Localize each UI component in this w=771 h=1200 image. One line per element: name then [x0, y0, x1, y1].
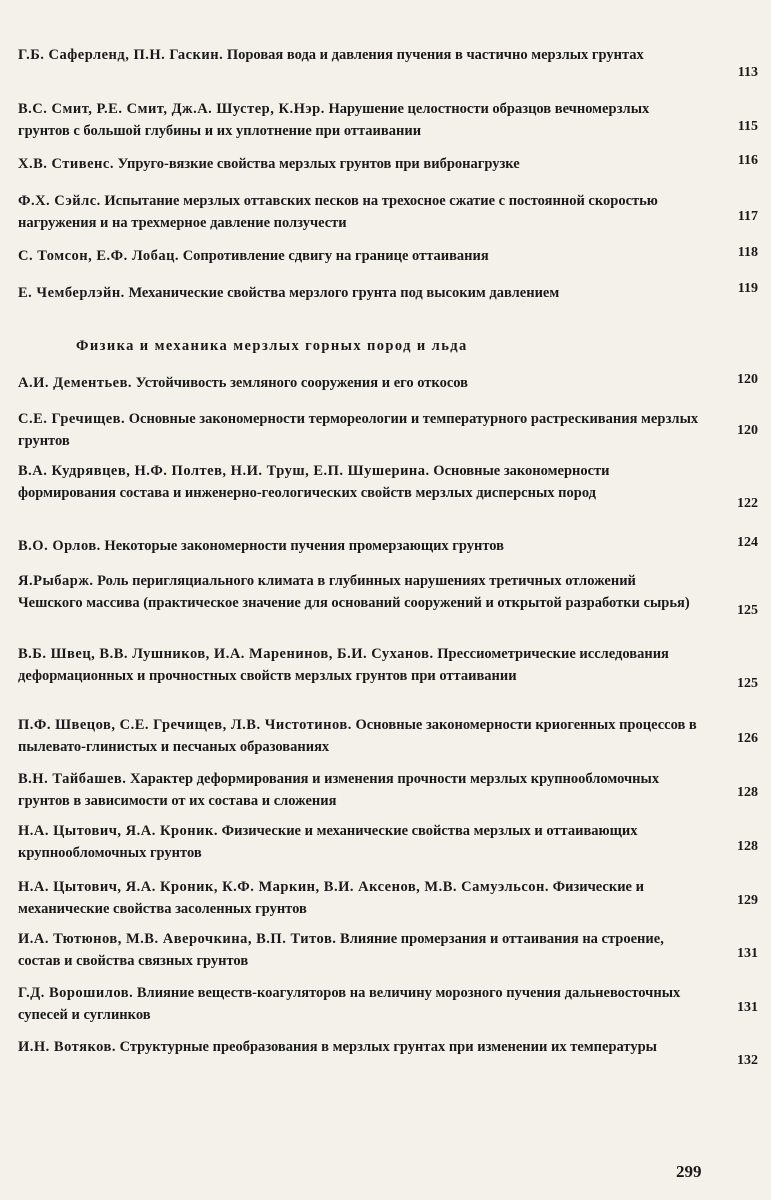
entry-page: 125 [737, 676, 758, 691]
toc-entry [18, 1036, 758, 1068]
entry-page: 116 [737, 153, 758, 168]
toc-entry [18, 535, 758, 557]
entry-title: Характер деформирования и изменения прочности мерзлых крупнообломочных грунтов в зависимости от их состава и сложения [18, 771, 660, 809]
toc-entry [18, 768, 758, 812]
entry-authors: С. Томсон, Е.Ф. Лобац. [18, 248, 180, 264]
toc-entry [18, 460, 758, 511]
entry-authors: Н.А. Цытович, Я.А. Кроник, К.Ф. Маркин, В.И. Аксенов, М.В. Самуэльсон. [18, 879, 549, 895]
toc-entry [18, 190, 758, 234]
entry-title: Прессиометрические исследования деформационных и прочностных свойств мерзлых грунтов при оттаивании [18, 646, 669, 684]
toc-entry [18, 820, 758, 864]
entry-page: 125 [737, 603, 758, 618]
entry-authors: А.И. Дементьев. [18, 375, 133, 391]
entry-authors: Ф.Х. Сэйлс. [18, 193, 101, 209]
entry-page: 126 [737, 731, 758, 746]
entry-authors: И.Н. Вотяков. [18, 1039, 116, 1055]
entry-authors: П.Ф. Швецов, С.Е. Гречищев, Л.В. Чистотинов. [18, 717, 352, 733]
entry-title: Поровая вода и давления пучения в частично мерзлых грунтах [226, 47, 644, 63]
toc-entry [18, 44, 758, 80]
entry-authors: Х.В. Стивенс. [18, 156, 114, 172]
entry-title: Основные закономерности формирования состава и инженерно-геологических свойств мерзлых дисперсных пород [18, 463, 610, 501]
entry-authors: В.О. Орлов. [18, 538, 101, 554]
entry-title: Механические свойства мерзлого грунта под высоким давлением [128, 285, 560, 301]
entry-page: 128 [737, 785, 758, 800]
entry-authors: Е. Чемберлэйн. [18, 285, 125, 301]
entry-title: Упруго-вязкие свойства мерзлых грунтов при вибронагрузке [117, 156, 520, 172]
entry-page: 118 [737, 245, 758, 260]
toc-entry [18, 714, 758, 758]
entry-page: 128 [737, 839, 758, 854]
entry-page: 117 [737, 209, 758, 224]
entry-page: 115 [737, 119, 758, 134]
entry-authors: В.А. Кудрявцев, Н.Ф. Полтев, Н.И. Труш, Е.П. Шушерина. [18, 463, 430, 479]
entry-authors: В.Б. Швец, В.В. Лушников, И.А. Маренинов, Б.И. Суханов. [18, 646, 434, 662]
toc-entry [18, 153, 758, 175]
toc-entry [18, 643, 758, 691]
entry-page: 120 [737, 423, 758, 438]
entry-authors: Г.Д. Ворошилов. [18, 985, 134, 1001]
toc-entry [18, 876, 758, 920]
entry-page: 131 [737, 946, 758, 961]
entry-title: Физические и механические свойства засоленных грунтов [18, 879, 644, 917]
toc-entry [18, 372, 758, 394]
toc-entry [18, 282, 758, 304]
entry-title: Некоторые закономерности пучения промерзающих грунтов [104, 538, 505, 554]
entry-title: Устойчивость земляного сооружения и его откосов [135, 375, 468, 391]
entry-authors: В.Н. Тайбашев. [18, 771, 127, 787]
entry-title: Влияние веществ-коагуляторов на величину морозного пучения дальневосточных супесей и суглинков [18, 985, 681, 1023]
entry-page: 124 [737, 535, 758, 550]
entry-authors: Я.Рыбарж. [18, 573, 94, 589]
entry-page: 129 [737, 893, 758, 908]
entry-title: Испытание мерзлых оттавских песков на трехосное сжатие с постоянной скоростью нагружения и на трехмерное давление ползучести [18, 193, 658, 231]
toc-entry [18, 98, 758, 142]
entry-authors: Н.А. Цытович, Я.А. Кроник. [18, 823, 218, 839]
entry-title: Основные закономерности криогенных процессов в пылевато-глинистых и песчаных образованиях [18, 717, 697, 755]
entry-authors: В.С. Смит, Р.Е. Смит, Дж.А. Шустер, К.Нэр. [18, 101, 325, 117]
entry-title: Влияние промерзания и оттаивания на строение, состав и свойства связных грунтов [18, 931, 664, 969]
toc-entry [18, 570, 758, 618]
entry-title: Физические и механические свойства мерзлых и оттаивающих крупнообломочных грунтов [18, 823, 638, 861]
toc-entry [18, 982, 758, 1026]
entry-page: 122 [737, 496, 758, 511]
entry-title: Роль перигляциального климата в глубинных нарушениях третичных отложений Чешского массива (практическое значение для оснований сооружений и открытой разработки сырья) [18, 573, 690, 611]
entry-authors: И.А. Тютюнов, М.В. Аверочкина, В.П. Титов. [18, 931, 337, 947]
entry-authors: С.Е. Гречищев. [18, 411, 126, 427]
entry-authors: Г.Б. Саферленд, П.Н. Гаскин. [18, 47, 224, 63]
entry-title: Структурные преобразования в мерзлых грунтах при изменении их температуры [119, 1039, 657, 1055]
entry-page: 120 [737, 372, 758, 387]
entry-page: 131 [737, 1000, 758, 1015]
toc-entry [18, 928, 758, 972]
entry-title: Нарушение целостности образцов вечномерзлых грунтов с большой глубины и их уплотнение при оттаивании [18, 101, 650, 139]
page-number: 299 [676, 1162, 702, 1181]
entry-page: 132 [737, 1053, 758, 1068]
toc-entry [18, 408, 758, 452]
toc-entry [18, 245, 758, 267]
entry-page: 113 [737, 65, 758, 80]
entry-title: Основные закономерности термореологии и температурного растрескивания мерзлых грунтов [18, 411, 699, 449]
entry-title: Сопротивление сдвигу на границе оттаивания [182, 248, 489, 264]
section-heading: Физика и механика мерзлых горных пород и льда [76, 338, 468, 354]
entry-page: 119 [737, 281, 758, 296]
